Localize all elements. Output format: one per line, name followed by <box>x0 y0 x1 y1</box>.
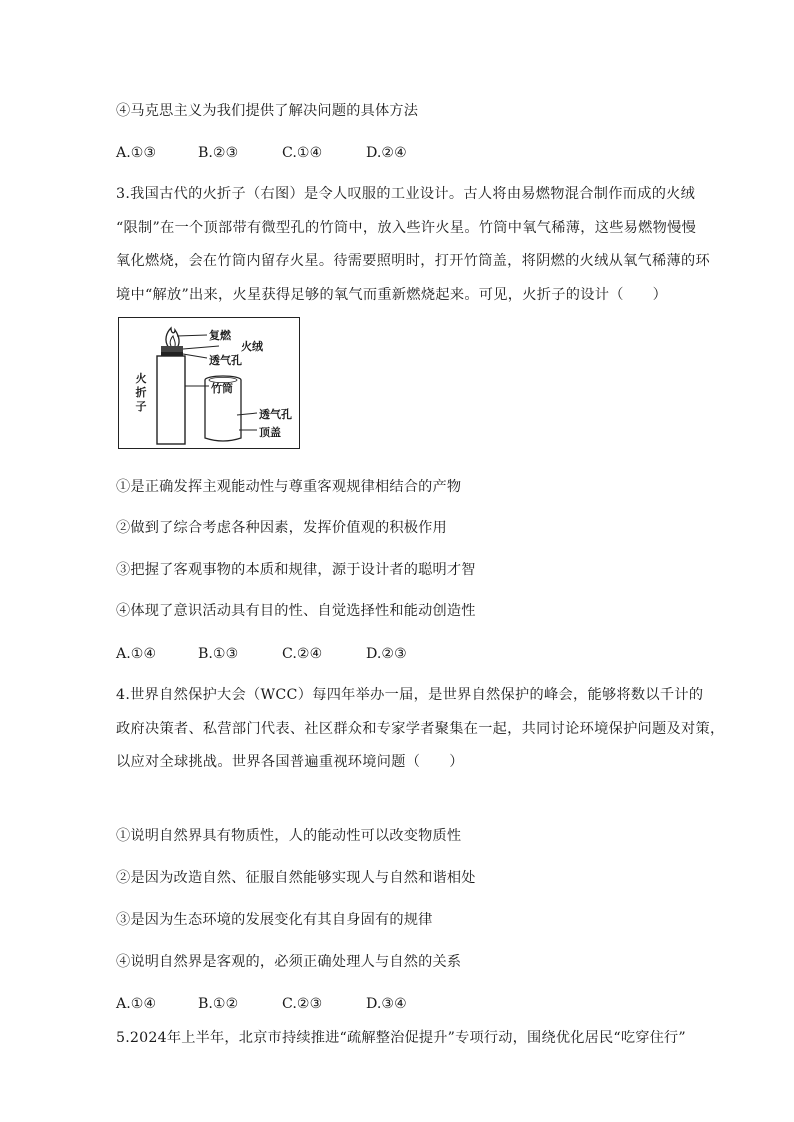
q4-stem-line: 政府决策者、私营部门代表、社区群众和专家学者聚集在一起，共同讨论环境保护问题及对策， <box>116 720 725 737</box>
figure-title-char: 子 <box>135 400 147 413</box>
label-dinggai: 顶盖 <box>259 426 281 439</box>
q5-stem-line: 5.2024年上半年，北京市持续推进“疏解整治促提升”专项行动，围绕优化居民“吃穿住行” <box>116 1030 686 1046</box>
label-touqikong-top: 透气孔 <box>209 354 242 367</box>
label-huorong: 火绒 <box>241 340 263 353</box>
q3-option-1: ①是正确发挥主观能动性与尊重客观规律相结合的产物 <box>116 479 462 495</box>
q4-option-3: ③是因为生态环境的发展变化有其自身固有的规律 <box>116 912 433 928</box>
q2-choice-b: B.②③ <box>198 145 239 161</box>
figure-title-char: 火 <box>135 372 147 385</box>
q4-choice-c: C.②③ <box>282 996 323 1012</box>
fire-folder-figure <box>118 317 300 449</box>
q4-choice-b: B.①② <box>198 996 239 1012</box>
q3-choice-d: D.②③ <box>366 646 407 662</box>
label-fuzhuan: 复燃 <box>209 329 231 342</box>
q4-stem-line: 以应对全球挑战。世界各国普遍重视环境问题（ ） <box>116 754 464 770</box>
q2-choice-c: C.①④ <box>282 145 323 161</box>
q3-choice-c: C.②④ <box>282 646 323 662</box>
q4-option-4: ④说明自然界是客观的，必须正确处理人与自然的关系 <box>116 954 462 970</box>
q3-option-2: ②做到了综合考虑各种因素，发挥价值观的积极作用 <box>116 520 447 536</box>
q4-choice-d: D.③④ <box>366 996 407 1012</box>
label-zhutong: 竹筒 <box>211 382 233 395</box>
q3-choice-b: B.①③ <box>198 646 239 662</box>
q3-option-4: ④体现了意识活动具有目的性、自觉选择性和能动创造性 <box>116 603 476 619</box>
q4-choice-a: A.①④ <box>116 996 157 1012</box>
q4-option-2: ②是因为改造自然、征服自然能够实现人与自然和谐相处 <box>116 870 476 886</box>
q3-stem-line: 氧化燃烧，会在竹筒内留存火星。待需要照明时，打开竹筒盖，将阴燃的火绒从氧气稀薄的环 <box>116 253 710 269</box>
q2-choice-a: A.①③ <box>116 145 157 161</box>
q3-stem-line: “限制”在一个顶部带有微型孔的竹筒中，放入些许火星。竹筒中氧气稀薄，这些易燃物慢慢 <box>116 219 697 236</box>
q2-choice-d: D.②④ <box>366 145 407 161</box>
q4-option-1: ①说明自然界具有物质性，人的能动性可以改变物质性 <box>116 828 462 844</box>
figure-title-char: 折 <box>135 386 147 399</box>
q2-option-4: ④马克思主义为我们提供了解决问题的具体方法 <box>116 103 419 119</box>
q3-option-3: ③把握了客观事物的本质和规律，源于设计者的聪明才智 <box>116 562 476 578</box>
figure-title <box>135 372 147 414</box>
q3-choice-a: A.①④ <box>116 646 157 662</box>
q4-stem-line: 4.世界自然保护大会（WCC）每四年举办一届，是世界自然保护的峰会，能够将数以千计的 <box>116 687 704 703</box>
q4-stem <box>116 679 725 780</box>
q3-stem <box>116 178 710 312</box>
label-touqikong-cap: 透气孔 <box>259 408 292 421</box>
q3-stem-line: 境中“解放”出来，火星获得足够的氧气而重新燃烧起来。可见，火折子的设计（ ） <box>116 286 668 303</box>
q3-stem-line: 3.我国古代的火折子（右图）是令人叹服的工业设计。古人将由易燃物混合制作而成的火绒 <box>116 186 696 202</box>
